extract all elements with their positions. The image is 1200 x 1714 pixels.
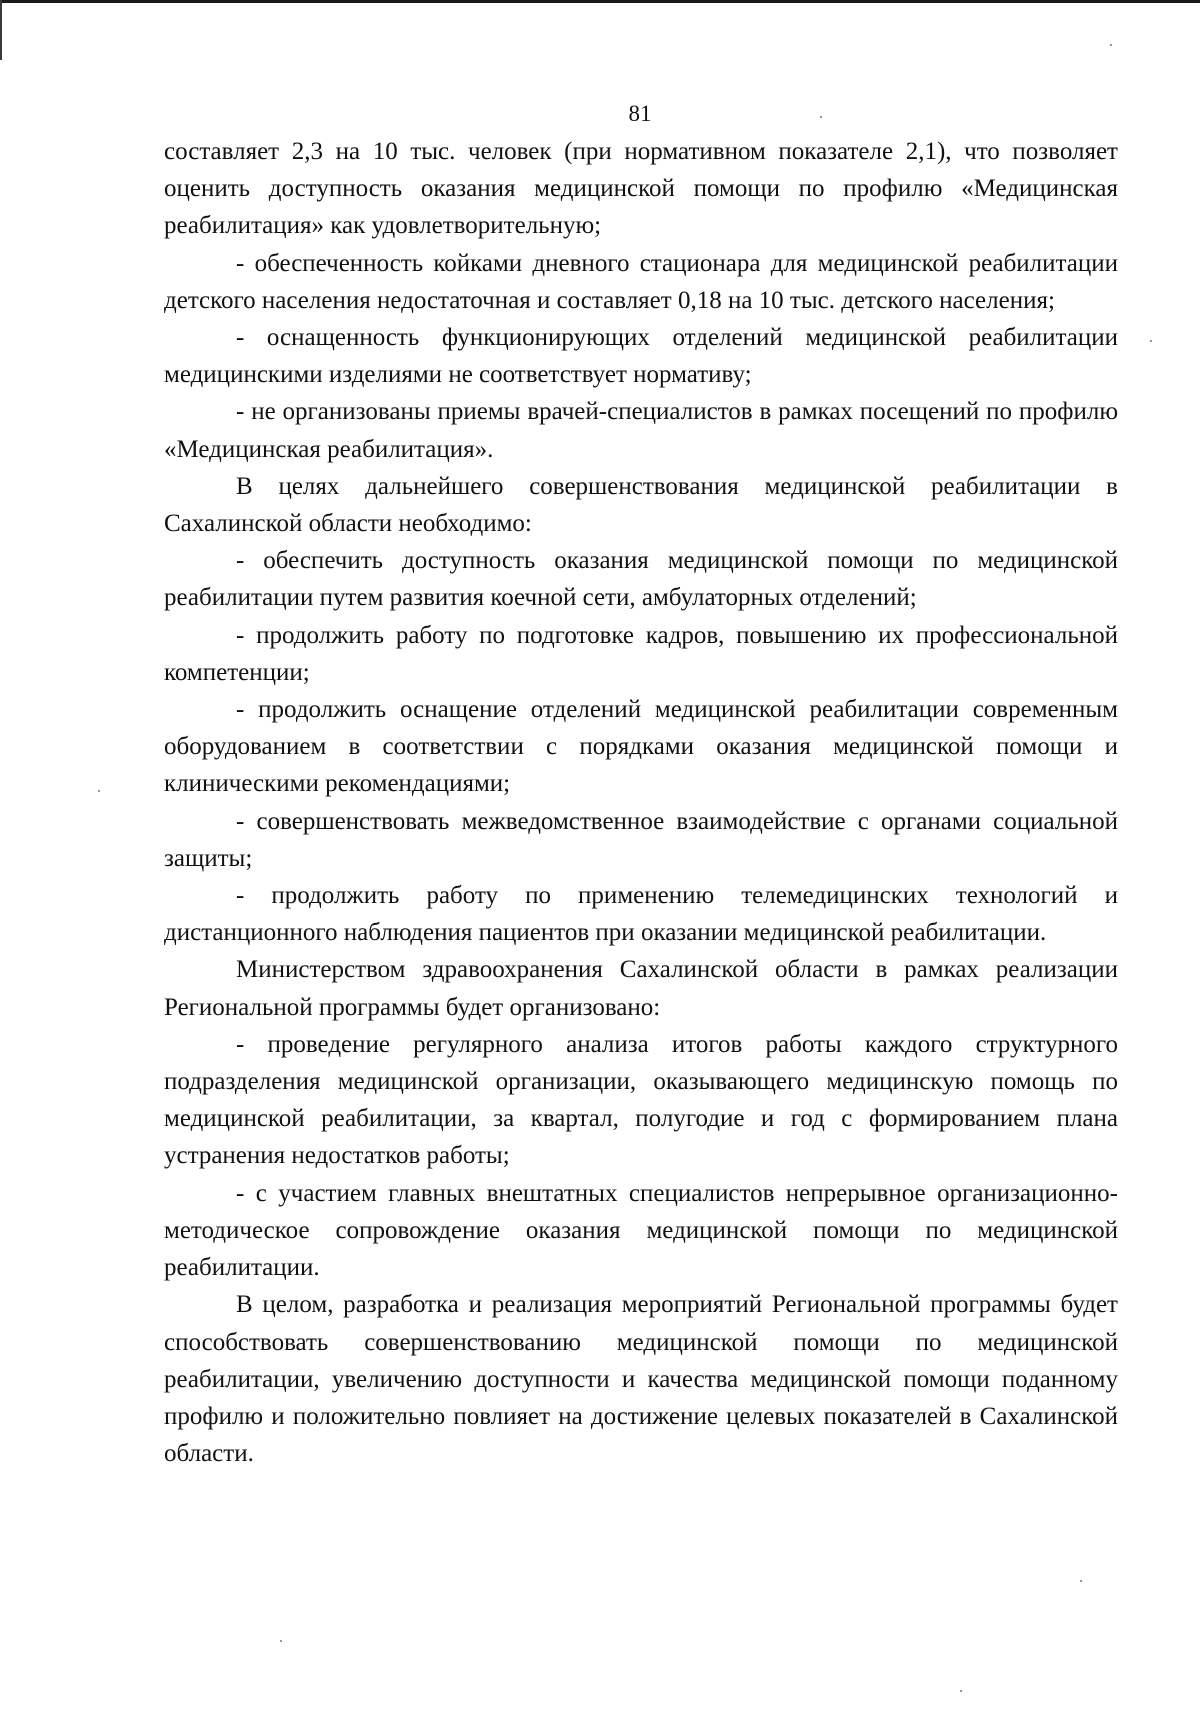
scan-speck: [98, 790, 100, 792]
scan-speck: [820, 116, 822, 118]
paragraph-13: - с участием главных внештатных специалистов непрерывное организационно-методическое сопровождение оказания медицинской помощи по медицинской реабилитации.: [164, 1179, 1118, 1282]
scan-speck: [1080, 1580, 1082, 1582]
paragraph-4: - не организованы приемы врачей-специалистов в рамках посещений по профилю «Медицинская реабилитация».: [164, 398, 1118, 463]
paragraph-2: - обеспеченность койками дневного стационара для медицинской реабилитации детского населения недостаточная и составляет 0,18 на 10 тыс. детского населения;: [164, 249, 1118, 314]
page-number: 81: [628, 101, 652, 126]
document-body: [164, 133, 1118, 1472]
paragraph-8: - продолжить оснащение отделений медицинской реабилитации современным оборудованием в соответствии с порядками оказания медицинской помощи и клиническими рекомендациями;: [164, 696, 1118, 798]
scan-speck: [1110, 44, 1112, 46]
paragraph-5: В целях дальнейшего совершенствования медицинской реабилитации в Сахалинской области необходимо:: [164, 472, 1118, 538]
paragraph-11: Министерством здравоохранения Сахалинской области в рамках реализации Региональной программы будет организовано:: [164, 956, 1118, 1021]
scan-speck: [960, 1690, 962, 1692]
paragraph-3: - оснащенность функционирующих отделений медицинской реабилитации медицинскими изделиями не соответствует нормативу;: [164, 324, 1118, 389]
paragraph-6: - обеспечить доступность оказания медицинской помощи по медицинской реабилитации путем развития коечной сети, амбулаторных отделений;: [164, 547, 1118, 612]
scan-edge-top: [0, 0, 1200, 3]
scan-speck: [280, 1640, 282, 1642]
paragraph-9: - совершенствовать межведомственное взаимодействие с органами социальной защиты;: [164, 807, 1118, 872]
scan-speck: [1150, 340, 1152, 342]
paragraph-1: составляет 2,3 на 10 тыс. человек (при нормативном показателе 2,1), что позволяет оценить доступность оказания медицинской помощи по профилю «Медицинская реабилитация» как удовлетворительную;: [164, 138, 1118, 240]
paragraph-14: В целом, разработка и реализация мероприятий Региональной программы будет способствовать совершенствованию медицинской помощи по медицинской реабилитации, увеличению доступности и качества медицинской помощи поданному профилю и положительно повлияет на достижение целевых показателей в Сахалинской области.: [164, 1291, 1118, 1468]
paragraph-12: - проведение регулярного анализа итогов работы каждого структурного подразделения медицинской организации, оказывающего медицинскую помощь по медицинской реабилитации, за квартал, полугодие и год с формированием плана устранения недостатков работы;: [164, 1030, 1118, 1170]
paragraph-10: - продолжить работу по применению телемедицинских технологий и дистанционного наблюдения пациентов при оказании медицинской реабилитации.: [164, 882, 1118, 947]
scan-edge-left: [0, 0, 2, 60]
paragraph-7: - продолжить работу по подготовке кадров, повышению их профессиональной компетенции;: [164, 621, 1118, 686]
